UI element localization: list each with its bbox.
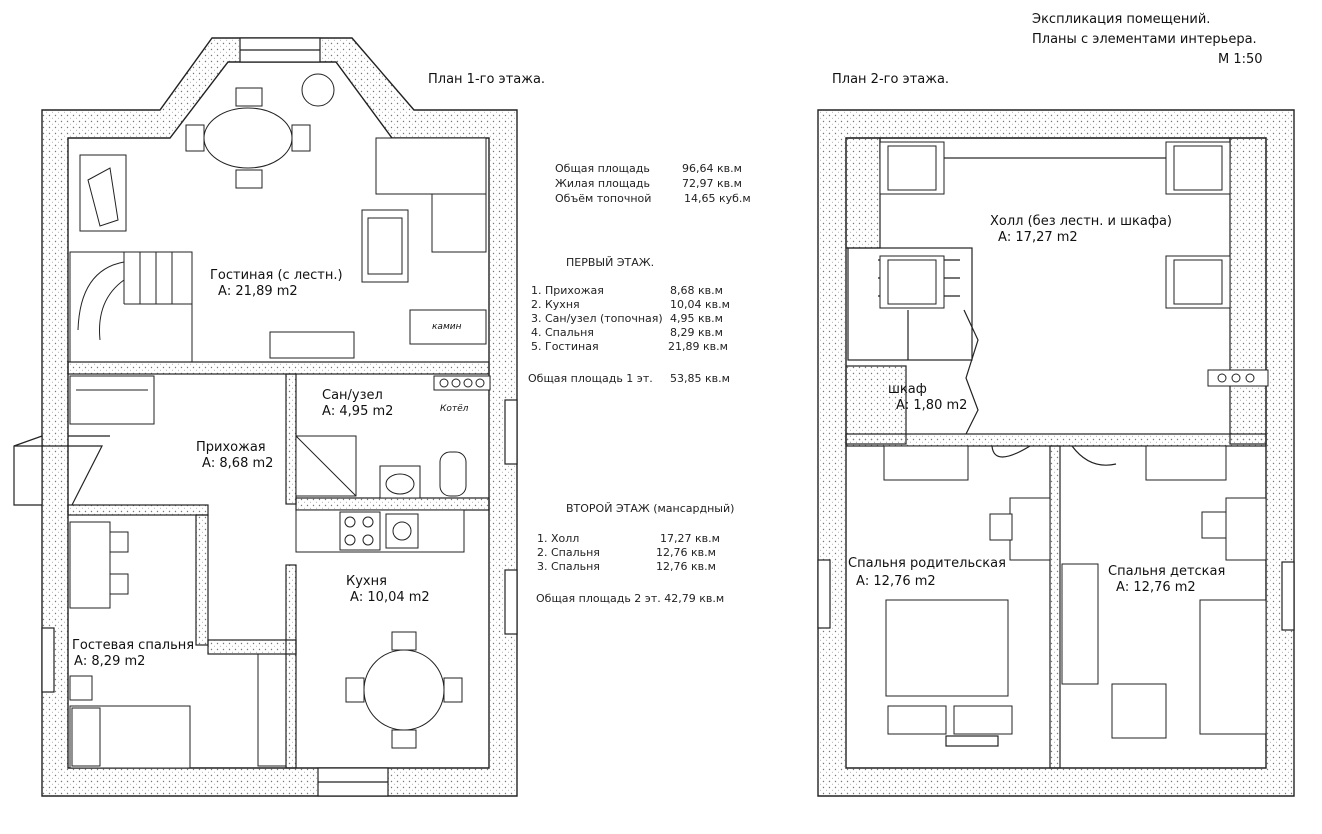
- floor2-item-label: 1. Холл: [537, 532, 580, 545]
- room-bath-area: А: 4,95 m2: [322, 404, 394, 419]
- floor1-item-label: 1. Прихожая: [531, 284, 604, 297]
- floor1-total-label: Общая площадь 1 эт.: [528, 372, 653, 385]
- room-parents-area: А: 12,76 m2: [856, 574, 936, 589]
- room-kitchen-name: Кухня: [346, 574, 387, 589]
- floor2-heading: ВТОРОЙ ЭТАЖ (мансардный): [566, 502, 735, 515]
- floor2-item-label: 2. Спальня: [537, 546, 600, 559]
- room-kitchen-area: А: 10,04 m2: [350, 590, 430, 605]
- room-parents-name: Спальня родительская: [848, 556, 1006, 571]
- summary-volume-label: Объём топочной: [555, 192, 652, 205]
- floor1-heading: ПЕРВЫЙ ЭТАЖ.: [566, 256, 655, 269]
- floor2-item-value: 17,27 кв.м: [660, 532, 720, 545]
- floor1-item-value: 8,68 кв.м: [670, 284, 723, 297]
- boiler-label: Котёл: [440, 404, 469, 414]
- summary-living-value: 72,97 кв.м: [682, 177, 742, 190]
- room-living-name: Гостиная (с лестн.): [210, 268, 343, 283]
- floor1-item-value: 8,29 кв.м: [670, 326, 723, 339]
- scale-label: М 1:50: [1218, 52, 1263, 67]
- room-guest-name: Гостевая спальня: [72, 638, 195, 653]
- summary-total-value: 96,64 кв.м: [682, 162, 742, 175]
- room-hall-area: А: 8,68 m2: [202, 456, 274, 471]
- floor2-item-value: 12,76 кв.м: [656, 560, 716, 573]
- room-kids-area: А: 12,76 m2: [1116, 580, 1196, 595]
- floor1-item-label: 3. Сан/узел (топочная): [531, 312, 663, 325]
- floor1-item-label: 4. Спальня: [531, 326, 594, 339]
- room-bath-name: Сан/узел: [322, 388, 383, 403]
- header-title: Экспликация помещений.: [1032, 12, 1211, 27]
- room-hall2-name: Холл (без лестн. и шкафа): [990, 214, 1172, 229]
- floor1-item-value: 10,04 кв.м: [670, 298, 730, 311]
- fireplace-label: камин: [432, 322, 462, 332]
- summary-living-label: Жилая площадь: [555, 177, 651, 190]
- plan2-title: План 2-го этажа.: [832, 72, 950, 87]
- floor2-item-label: 3. Спальня: [537, 560, 600, 573]
- room-closet-area: А: 1,80 m2: [896, 398, 968, 413]
- room-kids-name: Спальня детская: [1108, 564, 1226, 579]
- floor1-item-value: 4,95 кв.м: [670, 312, 723, 325]
- floor1-item-value: 21,89 кв.м: [668, 340, 728, 353]
- summary-total-label: Общая площадь: [555, 162, 650, 175]
- room-closet-name: шкаф: [888, 382, 927, 397]
- room-hall-name: Прихожая: [196, 440, 266, 455]
- floor2-total: Общая площадь 2 эт. 42,79 кв.м: [536, 592, 725, 605]
- summary-volume-value: 14,65 куб.м: [684, 192, 751, 205]
- floor1-total-value: 53,85 кв.м: [670, 372, 730, 385]
- room-hall2-area: А: 17,27 m2: [998, 230, 1078, 245]
- header-subtitle: Планы с элементами интерьера.: [1032, 32, 1257, 47]
- room-living-area: А: 21,89 m2: [218, 284, 298, 299]
- plan1-title: План 1-го этажа.: [428, 72, 546, 87]
- floor1-item-label: 5. Гостиная: [531, 340, 599, 353]
- floor2-item-value: 12,76 кв.м: [656, 546, 716, 559]
- floor1-item-label: 2. Кухня: [531, 298, 580, 311]
- room-guest-area: А: 8,29 m2: [74, 654, 146, 669]
